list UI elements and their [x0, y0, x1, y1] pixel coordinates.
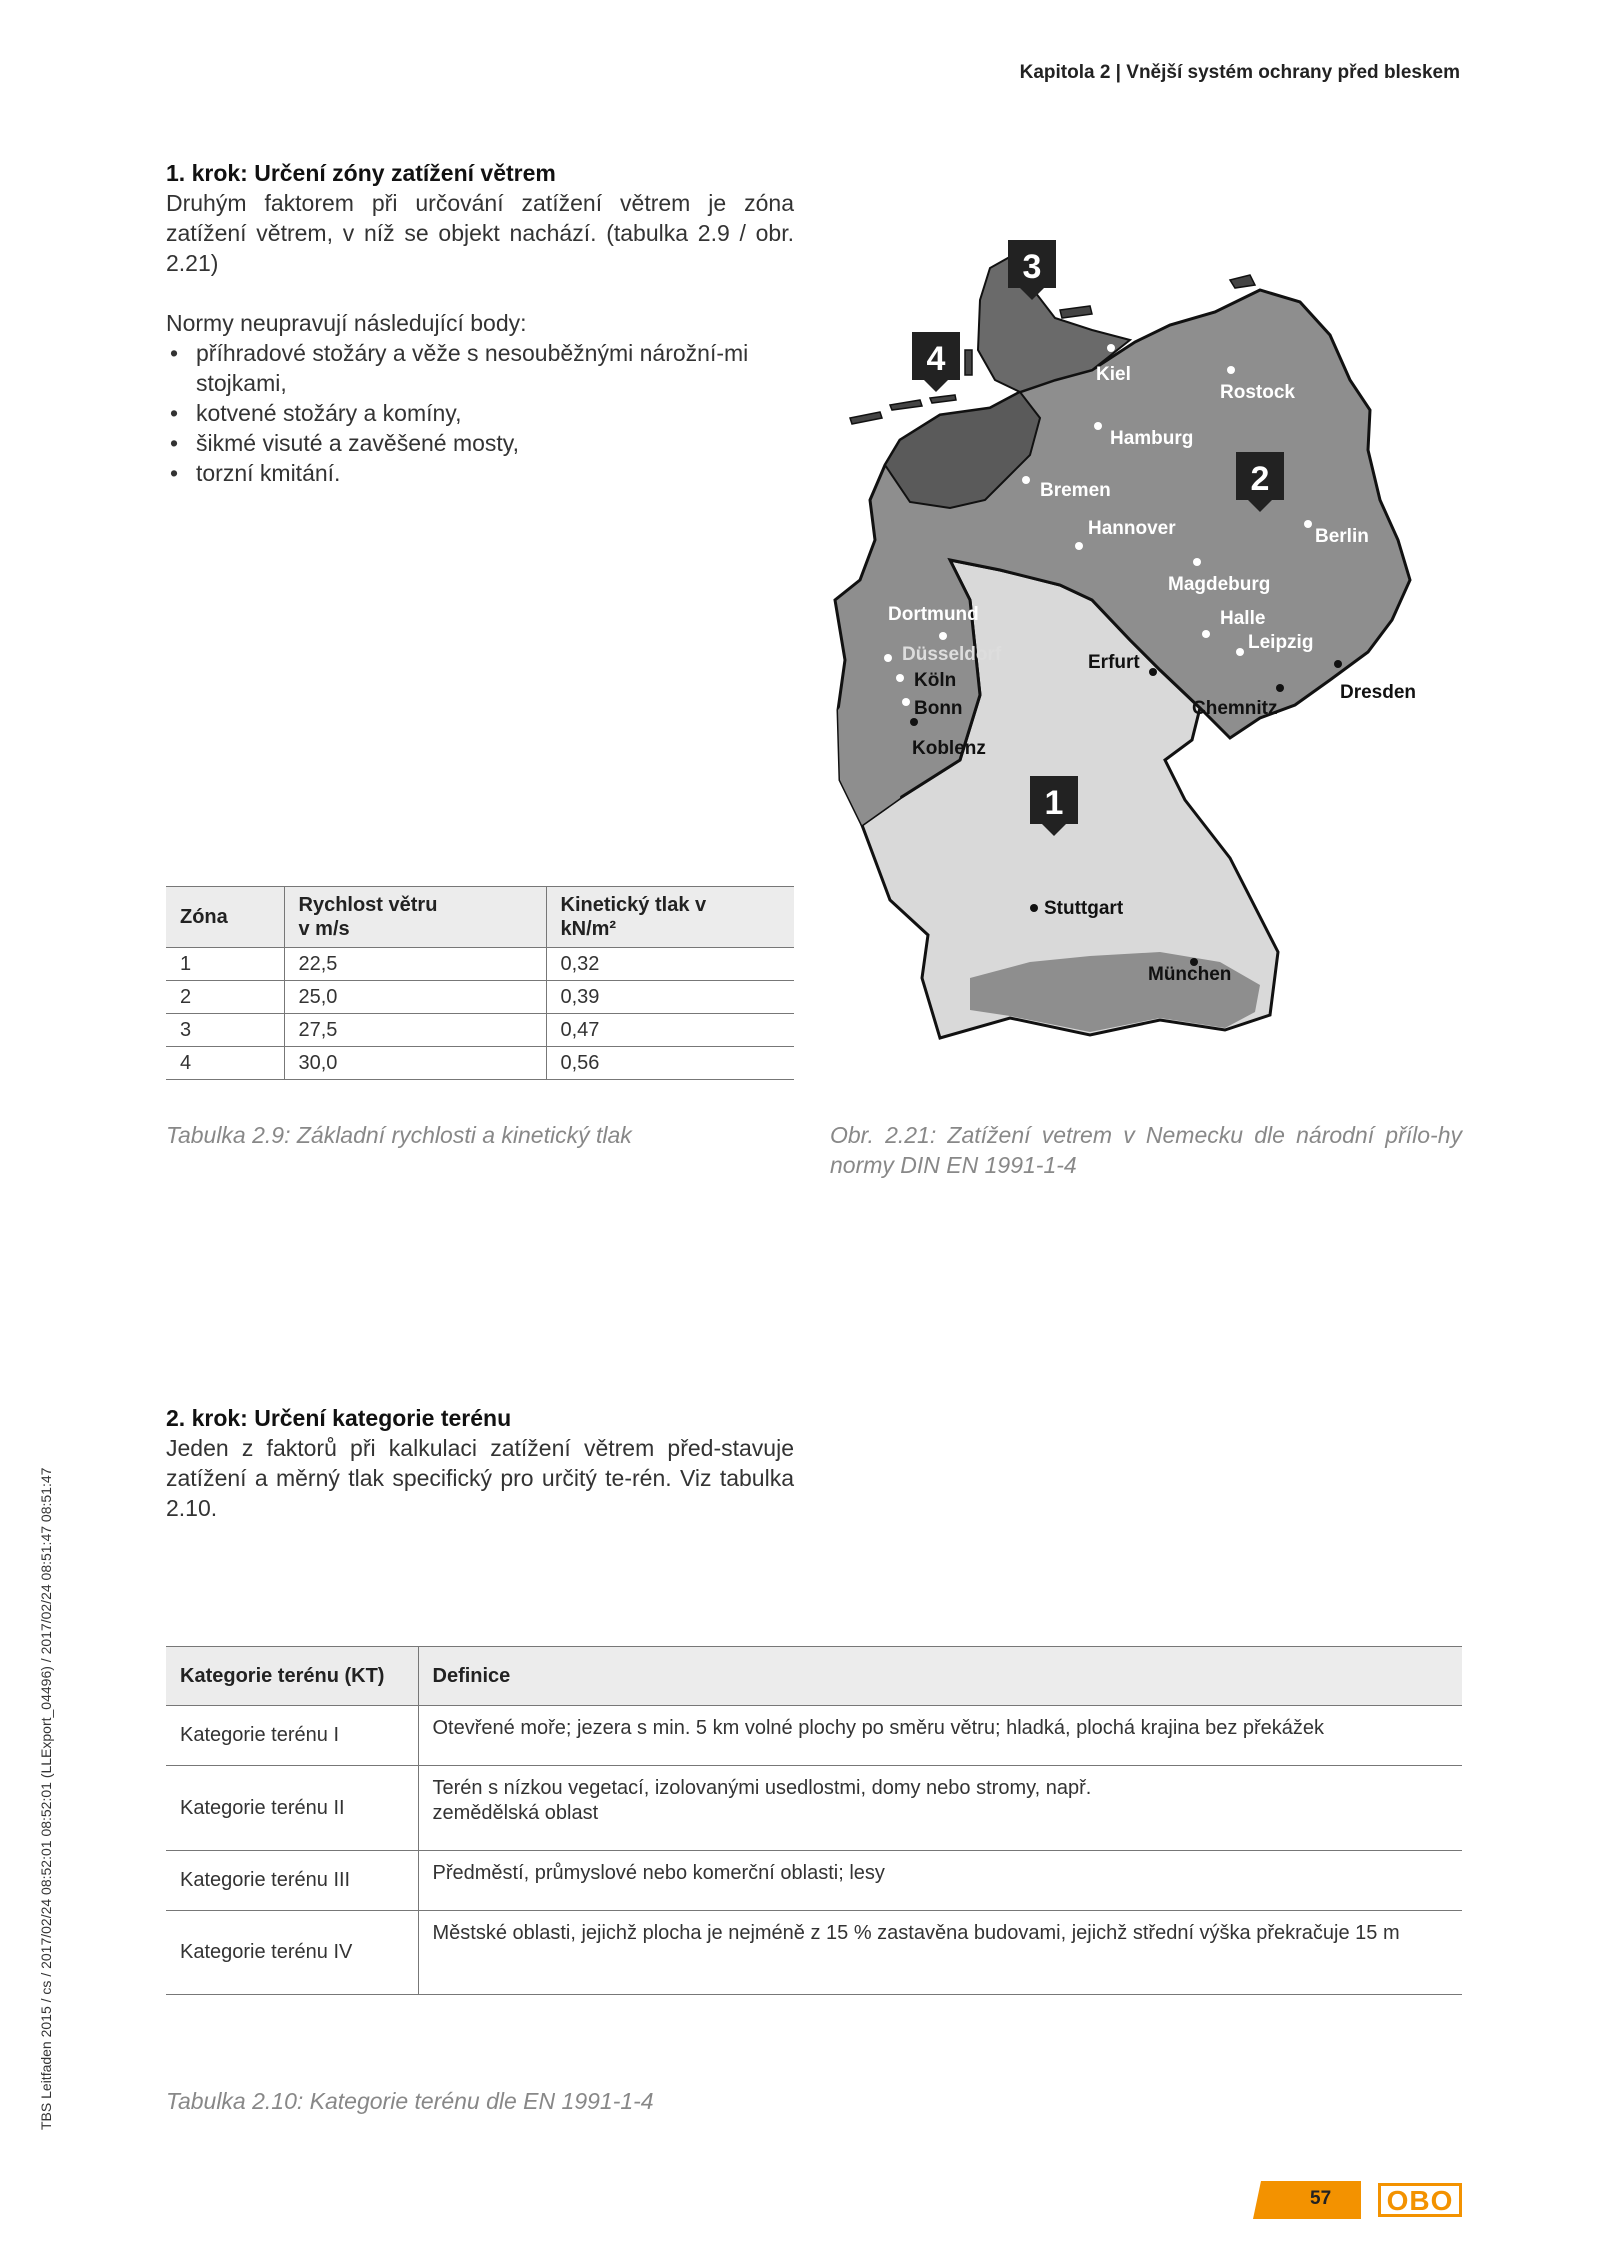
table-cell: 1	[166, 948, 284, 981]
table-cell: 25,0	[284, 981, 546, 1014]
table-row	[166, 981, 794, 1014]
table-row	[166, 1851, 1462, 1911]
table-cell: 2	[166, 981, 284, 1014]
table-row	[166, 1014, 794, 1047]
table-cell: Otevřené moře; jezera s min. 5 km volné plochy po směru větru; hladká, plochá krajina bez překážek	[418, 1706, 1462, 1766]
table-cell: 0,47	[546, 1014, 794, 1047]
city-label: Hannover	[1088, 518, 1176, 539]
city-label: Dortmund	[888, 604, 979, 625]
chapter-header: Kapitola 2 | Vnější systém ochrany před bleskem	[1019, 62, 1460, 83]
zone-label: 2	[1250, 460, 1270, 498]
table-caption: Tabulka 2.10: Kategorie terénu dle EN 1991-1-4	[166, 2088, 654, 2114]
table-cell: 0,32	[546, 948, 794, 981]
city-label: Hamburg	[1110, 428, 1194, 449]
city-label: Berlin	[1315, 526, 1369, 547]
section-wind-zone	[166, 158, 794, 488]
table-cell	[418, 1766, 1462, 1851]
table-cell-text: Terén s nízkou vegetací, izolovanými usedlostmi, domy nebo stromy, např. zemědělská oblast	[432, 1777, 1092, 1824]
page-number: 57	[1310, 2188, 1332, 2209]
city-label: Erfurt	[1088, 652, 1140, 673]
table-cell: Kategorie terénu II	[166, 1766, 418, 1851]
table-caption: Tabulka 2.9: Základní rychlosti a kinetický tlak	[166, 1122, 632, 1148]
column-header-text: Rychlost větru v m/s	[298, 894, 438, 940]
city-label: Chemnitz	[1192, 698, 1278, 719]
wind-speed-table	[166, 886, 794, 1080]
table-cell: Předměstí, průmyslové nebo komerční oblasti; lesy	[418, 1851, 1462, 1911]
section-paragraph: Druhým faktorem při určování zatížení větrem je zóna zatížení větrem, v níž se objekt nachází. (tabulka 2.9 / obr. 2.21)	[166, 190, 794, 276]
list-item: • kotvené stožáry a komíny,	[166, 398, 794, 428]
table-row	[166, 1047, 794, 1080]
city-label: Düsseldorf	[902, 644, 1002, 665]
table-row	[166, 948, 794, 981]
svg-text:OBO: OBO	[1386, 2185, 1454, 2216]
city-label: Leipzig	[1248, 632, 1314, 653]
obo-logo	[1378, 2183, 1462, 2217]
section-terrain	[166, 1403, 794, 1523]
list-item: • příhradové stožáry a věže s nesouběžnými nárožní-mi stojkami,	[166, 338, 794, 398]
city-label: Magdeburg	[1168, 574, 1271, 595]
table-cell: Městské oblasti, jejichž plocha je nejméně z 15 % zastavěna budovami, jejichž střední výška překračuje 15 m	[418, 1911, 1462, 1995]
city-label: Kiel	[1096, 364, 1131, 385]
table-row	[166, 1706, 1462, 1766]
print-metadata: TBS Leitfaden 2015 / cs / 2017/02/24 08:52:01 08:52:01 (LLExport_04496) / 2017/02/24 08:51:47 08:51:47	[38, 1467, 54, 2130]
table-cell: 3	[166, 1014, 284, 1047]
table-row	[166, 1766, 1462, 1851]
city-label: Koblenz	[912, 738, 986, 759]
section-paragraph: Jeden z faktorů při kalkulaci zatížení větrem před-stavuje zatížení a měrný tlak specifický pro určitý te-rén. Viz tabulka 2.10.	[166, 1435, 794, 1521]
section-heading: 1. krok: Určení zóny zatížení větrem	[166, 160, 556, 186]
table-cell: Kategorie terénu III	[166, 1851, 418, 1911]
zone-badge-4	[912, 332, 960, 392]
city-label: Köln	[914, 670, 957, 691]
column-header: Kategorie terénu (KT)	[166, 1647, 418, 1706]
wind-zone-map	[830, 240, 1430, 1040]
city-label: Dresden	[1340, 682, 1417, 703]
column-header: Definice	[418, 1647, 1462, 1706]
city-label: München	[1148, 964, 1232, 985]
column-header	[546, 887, 794, 948]
table-cell: 0,56	[546, 1047, 794, 1080]
section-heading: 2. krok: Určení kategorie terénu	[166, 1405, 512, 1431]
city-label: Bonn	[914, 698, 963, 719]
city-label: Rostock	[1220, 382, 1295, 403]
table-cell: 22,5	[284, 948, 546, 981]
norms-intro: Normy neupravují následující body:	[166, 310, 527, 336]
table-row	[166, 1911, 1462, 1995]
table-cell: 27,5	[284, 1014, 546, 1047]
figure-caption: Obr. 2.21: Zatížení vetrem v Nemecku dle národní přílo-hy normy DIN EN 1991-1-4	[830, 1122, 1462, 1178]
zone-label: 1	[1044, 784, 1064, 822]
table-cell: 0,39	[546, 981, 794, 1014]
table-cell: 30,0	[284, 1047, 546, 1080]
city-label: Bremen	[1040, 480, 1111, 501]
zone-label: 4	[926, 340, 946, 378]
city-label: Halle	[1220, 608, 1266, 629]
list-item: • šikmé visuté a zavěšené mosty,	[166, 428, 794, 458]
column-header-text: Kinetický tlak v kN/m²	[560, 894, 707, 940]
norms-list	[166, 338, 794, 488]
column-header	[284, 887, 546, 948]
zone-label: 3	[1022, 248, 1042, 286]
table-cell: Kategorie terénu I	[166, 1706, 418, 1766]
table-cell: 4	[166, 1047, 284, 1080]
page-number-tab	[1253, 2181, 1361, 2219]
terrain-category-table	[166, 1646, 1462, 1995]
city-label: Stuttgart	[1044, 898, 1124, 919]
table-cell: Kategorie terénu IV	[166, 1911, 418, 1995]
list-item: • torzní kmitání.	[166, 458, 794, 488]
column-header: Zóna	[166, 887, 284, 948]
